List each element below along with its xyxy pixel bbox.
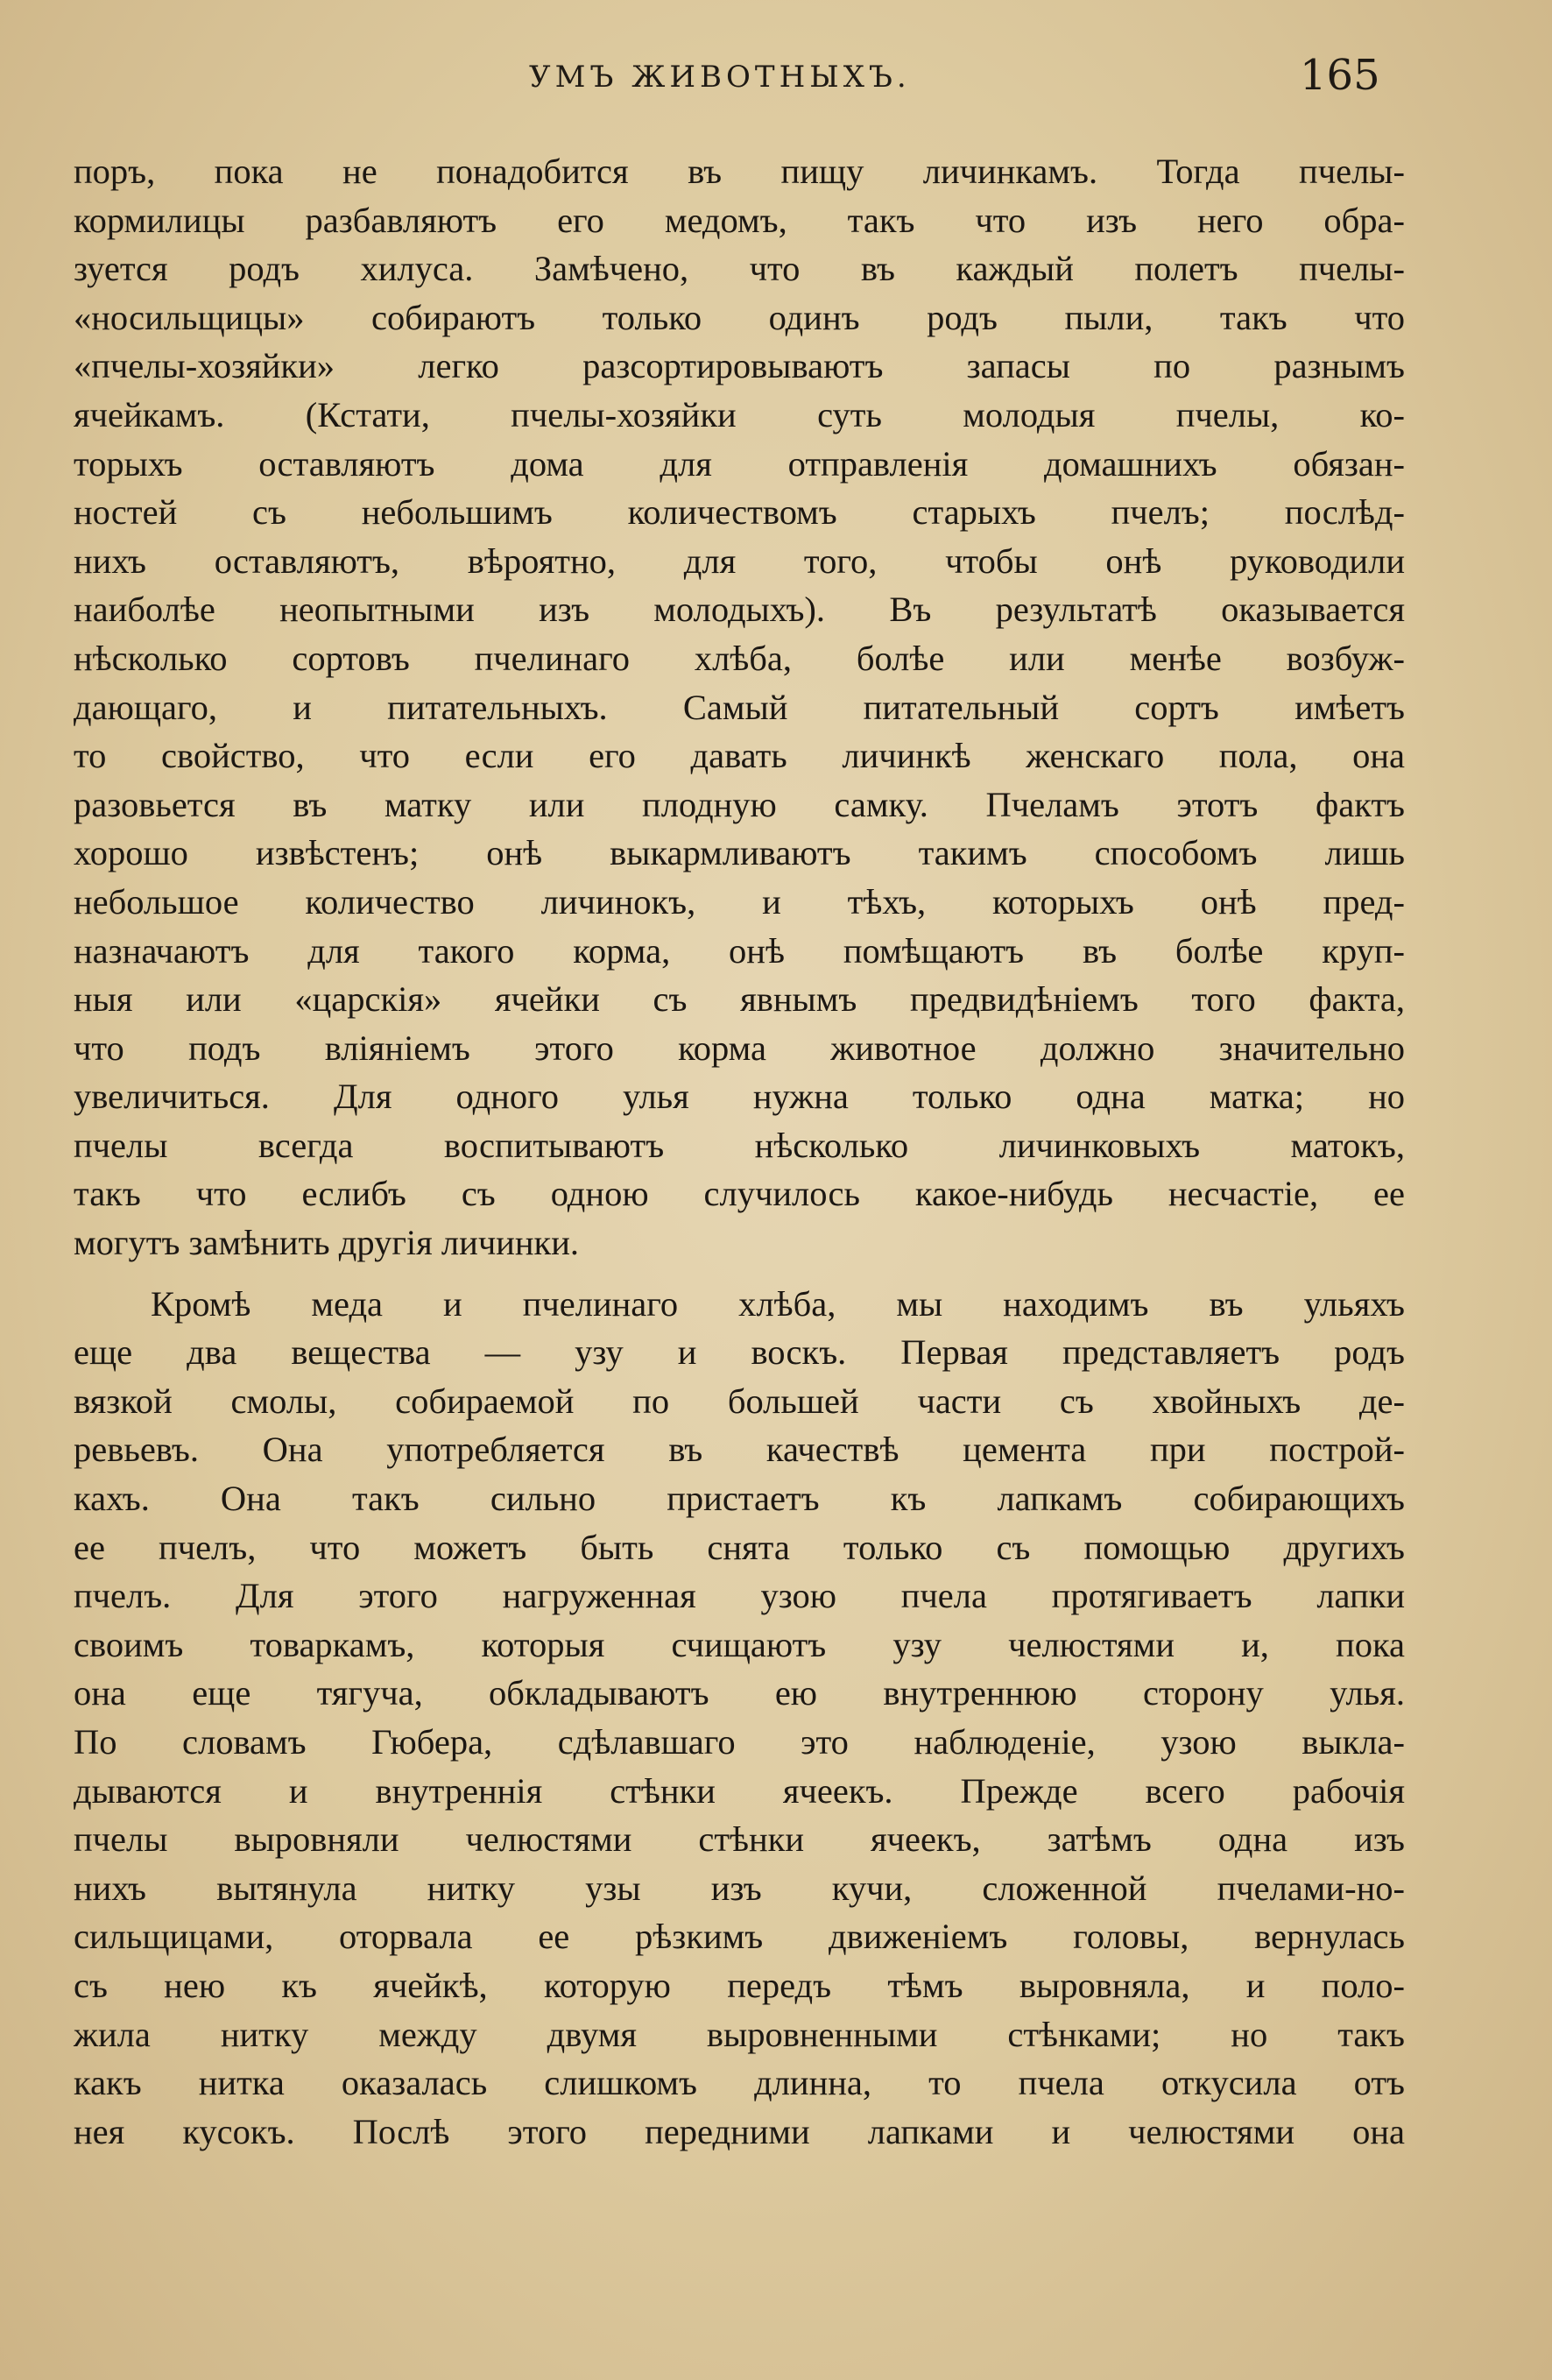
text-line: «пчелы-хозяйки» легко разсортировываютъ запасы по разнымъ — [74, 346, 1405, 386]
text-line: пчелы всегда воспитываютъ нѣсколько личинковыхъ матокъ, — [74, 1125, 1405, 1165]
text-line: увеличиться. Для одного улья нужна только одна матка; но — [74, 1077, 1405, 1117]
text-line: жила нитку между двумя выровненными стѣнками; но такъ — [74, 2014, 1405, 2054]
text-line: назначаютъ для такого корма, онѣ помѣщаютъ въ болѣе круп- — [74, 930, 1405, 971]
text-line: нихъ вытянула нитку узы изъ кучи, сложенной пчелами-но- — [74, 1868, 1405, 1908]
text-line: пчелъ. Для этого нагруженная узою пчела протягиваетъ лапки — [74, 1576, 1405, 1616]
text-line: нихъ оставляютъ, вѣроятно, для того, чтобы онѣ руководили — [74, 540, 1405, 581]
text-line: ныя или «царскія» ячейки съ явнымъ предвидѣніемъ того факта, — [74, 979, 1405, 1020]
text-line: такъ что еслибъ съ одною случилось какое-нибудь несчастіе, ее — [74, 1174, 1405, 1214]
page-number: 165 — [1300, 51, 1380, 100]
text-line: ячейкамъ. (Кстати, пчелы-хозяйки суть молодыя пчелы, ко- — [74, 394, 1405, 434]
text-line: зуется родъ хилуса. Замѣчено, что въ каждый полетъ пчелы- — [74, 249, 1405, 289]
text-line: дающаго, и питательныхъ. Самый питательный сортъ имѣетъ — [74, 687, 1405, 727]
text-line: пчелы выровняли челюстями стѣнки ячеекъ, затѣмъ одна изъ — [74, 1819, 1405, 1860]
text-line: какъ нитка оказалась слишкомъ длинна, то пчела откусила отъ — [74, 2063, 1405, 2103]
page-header — [0, 51, 1552, 112]
text-line: торыхъ оставляютъ дома для отправленія домашнихъ обязан- — [74, 443, 1405, 484]
paragraph-2 — [74, 1280, 1405, 2157]
text-line: небольшое количество личинокъ, и тѣхъ, которыхъ онѣ пред- — [74, 881, 1405, 922]
text-line: разовьется въ матку или плодную самку. Пчеламъ этотъ фактъ — [74, 784, 1405, 824]
paragraph-gap — [74, 1268, 1405, 1280]
text-line: что подъ вліяніемъ этого корма животное должно значительно — [74, 1028, 1405, 1068]
text-line: ностей съ небольшимъ количествомъ старыхъ пчелъ; послѣд- — [74, 492, 1405, 533]
text-line: могутъ замѣнить другія личинки. — [74, 1223, 580, 1263]
text-line: поръ, пока не понадобится въ пищу личинкамъ. Тогда пчелы- — [74, 152, 1405, 191]
text-line: ревьевъ. Она употребляется въ качествѣ цемента при построй- — [74, 1430, 1405, 1470]
text-line: кормилицы разбавляютъ его медомъ, такъ что изъ него обра- — [74, 200, 1405, 240]
text-line: вязкой смолы, собираемой по большей части съ хвойныхъ де- — [74, 1381, 1405, 1421]
text-line: нея кусокъ. Послѣ этого передними лапками и челюстями она — [74, 2111, 1405, 2151]
text-line: наиболѣе неопытными изъ молодыхъ). Въ результатѣ оказывается — [74, 590, 1405, 630]
body-text — [74, 147, 1405, 2156]
text-line: ее пчелъ, что можетъ быть снята только съ помощью другихъ — [74, 1527, 1405, 1567]
text-line: «носильщицы» собираютъ только одинъ родъ пыли, такъ что — [74, 297, 1405, 337]
text-line: то свойство, что если его давать личинкѣ женскаго пола, она — [74, 736, 1405, 776]
text-line: дываются и внутреннія стѣнки ячеекъ. Прежде всего рабочія — [74, 1770, 1405, 1811]
text-line: съ нею къ ячейкѣ, которую передъ тѣмъ выровняла, и поло- — [74, 1965, 1405, 2005]
text-line: По словамъ Гюбера, сдѣлавшаго это наблюденіе, узою выкла- — [74, 1722, 1405, 1762]
text-line: еще два вещества — узу и воскъ. Первая представляетъ родъ — [74, 1332, 1405, 1373]
text-line: сильщицами, оторвала ее рѣзкимъ движеніемъ головы, вернулась — [74, 1917, 1405, 1957]
running-head: УМЪ ЖИВОТНЫХЪ. — [529, 60, 911, 95]
text-line: хорошо извѣстенъ; онѣ выкармливаютъ такимъ способомъ лишь — [74, 833, 1405, 873]
text-line: Кромѣ меда и пчелинаго хлѣба, мы находимъ въ ульяхъ — [151, 1283, 1405, 1324]
text-line: кахъ. Она такъ сильно пристаетъ къ лапкамъ собирающихъ — [74, 1479, 1405, 1519]
text-line: нѣсколько сортовъ пчелинаго хлѣба, болѣе или менѣе возбуж- — [74, 638, 1405, 678]
text-line: она еще тягуча, обкладываютъ ею внутреннюю сторону улья. — [74, 1673, 1405, 1713]
paragraph-1 — [74, 147, 1405, 1268]
text-line: своимъ товаркамъ, которыя счищаютъ узу челюстями и, пока — [74, 1624, 1405, 1664]
